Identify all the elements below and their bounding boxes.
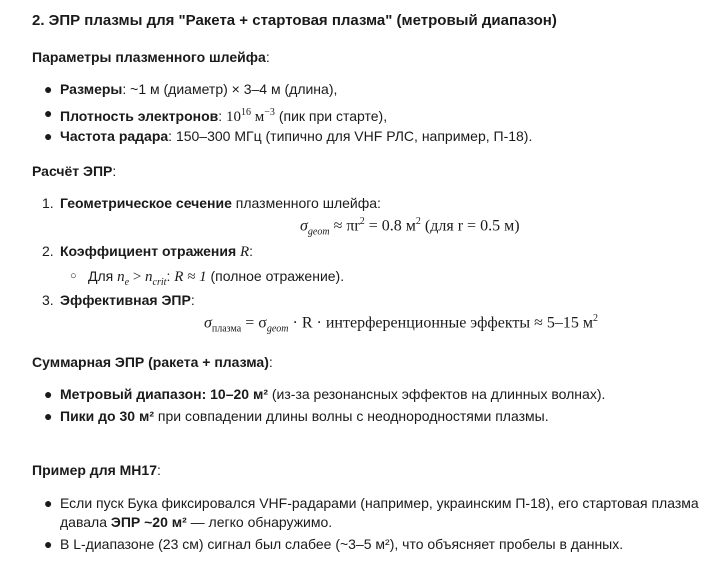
document-title: 2. ЭПР плазмы для "Ракета + стартовая плазма" (метровый диапазон)	[32, 12, 557, 29]
bullet-icon: ●	[44, 386, 53, 402]
formula-geom: $\sigma_{geom} \approx \pi r^2 = 0.8$ $м^2$ (для r = 0.5 м)	[300, 216, 520, 238]
bullet-icon: ●	[44, 495, 53, 511]
bullet-icon: ●	[44, 105, 53, 121]
summary-heading: Суммарная ЭПР (ракета + плазма):	[32, 354, 273, 370]
bullet-icon: ●	[44, 81, 53, 97]
bullet-icon: ●	[44, 408, 53, 424]
example-heading: Пример для МН17:	[32, 462, 161, 478]
bullet-icon: ●	[44, 536, 53, 552]
bullet-icon: ●	[44, 128, 53, 144]
params-heading: Параметры плазменного шлейфа:	[32, 49, 270, 65]
circle-bullet-icon: ○	[70, 270, 77, 282]
calc-heading: Расчёт ЭПР:	[32, 163, 117, 179]
formula-effective: $\sigma_{плазма} = \sigma_{geom} \cdot R$ · интерференционные эффекты ≈ 5–15 $м^2$	[204, 313, 599, 335]
